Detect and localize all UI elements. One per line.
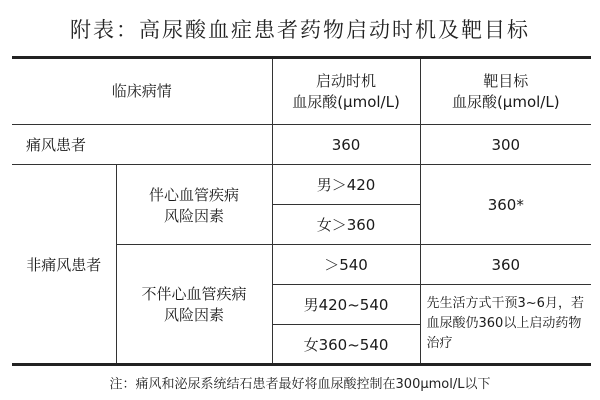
- without-cvd-label-line2: 风险因素: [164, 306, 225, 324]
- without-cvd-over-target: 360: [420, 245, 591, 285]
- non-gout-label: 非痛风患者: [12, 165, 116, 365]
- header-target: [420, 58, 591, 125]
- with-cvd-female: 女＞360: [272, 205, 420, 245]
- header-condition: 临床病情: [12, 58, 272, 125]
- header-start-timing-label: 启动时机: [316, 71, 377, 90]
- treatment-table: [12, 56, 591, 366]
- header-target-label: 靶目标: [483, 71, 529, 90]
- table-row-cvd-male: [12, 165, 591, 205]
- gout-label: 痛风患者: [12, 125, 272, 165]
- with-cvd-male: 男＞420: [272, 165, 420, 205]
- table-row-gout: [12, 125, 591, 165]
- without-cvd-male: 男420~540: [272, 285, 420, 325]
- with-cvd-label-line1: 伴心血管疾病: [149, 185, 240, 204]
- with-cvd-label-line2: 风险因素: [164, 206, 225, 225]
- page-title: 附表：高尿酸血症患者药物启动时机及靶目标: [70, 18, 530, 42]
- without-cvd-target-text: 先生活方式干预3~6月，若血尿酸仍360以上启动药物治疗: [420, 285, 591, 365]
- without-cvd-label-line1: 不伴心血管疾病: [141, 285, 247, 303]
- with-cvd-target: 360*: [420, 165, 591, 245]
- header-start-timing: [272, 58, 420, 125]
- without-cvd-label: [116, 245, 272, 365]
- table-header-row: [12, 58, 591, 125]
- header-start-unit: 血尿酸(μmol/L): [292, 92, 400, 111]
- footnote: 注：痛风和泌尿系统结石患者最好将血尿酸控制在300μmol/L以下: [109, 377, 491, 392]
- with-cvd-label: [116, 165, 272, 245]
- without-cvd-female: 女360~540: [272, 325, 420, 365]
- header-target-unit: 血尿酸(μmol/L): [451, 92, 560, 111]
- gout-start: 360: [272, 125, 420, 165]
- gout-target: 300: [420, 125, 591, 165]
- without-cvd-over: ＞540: [272, 245, 420, 285]
